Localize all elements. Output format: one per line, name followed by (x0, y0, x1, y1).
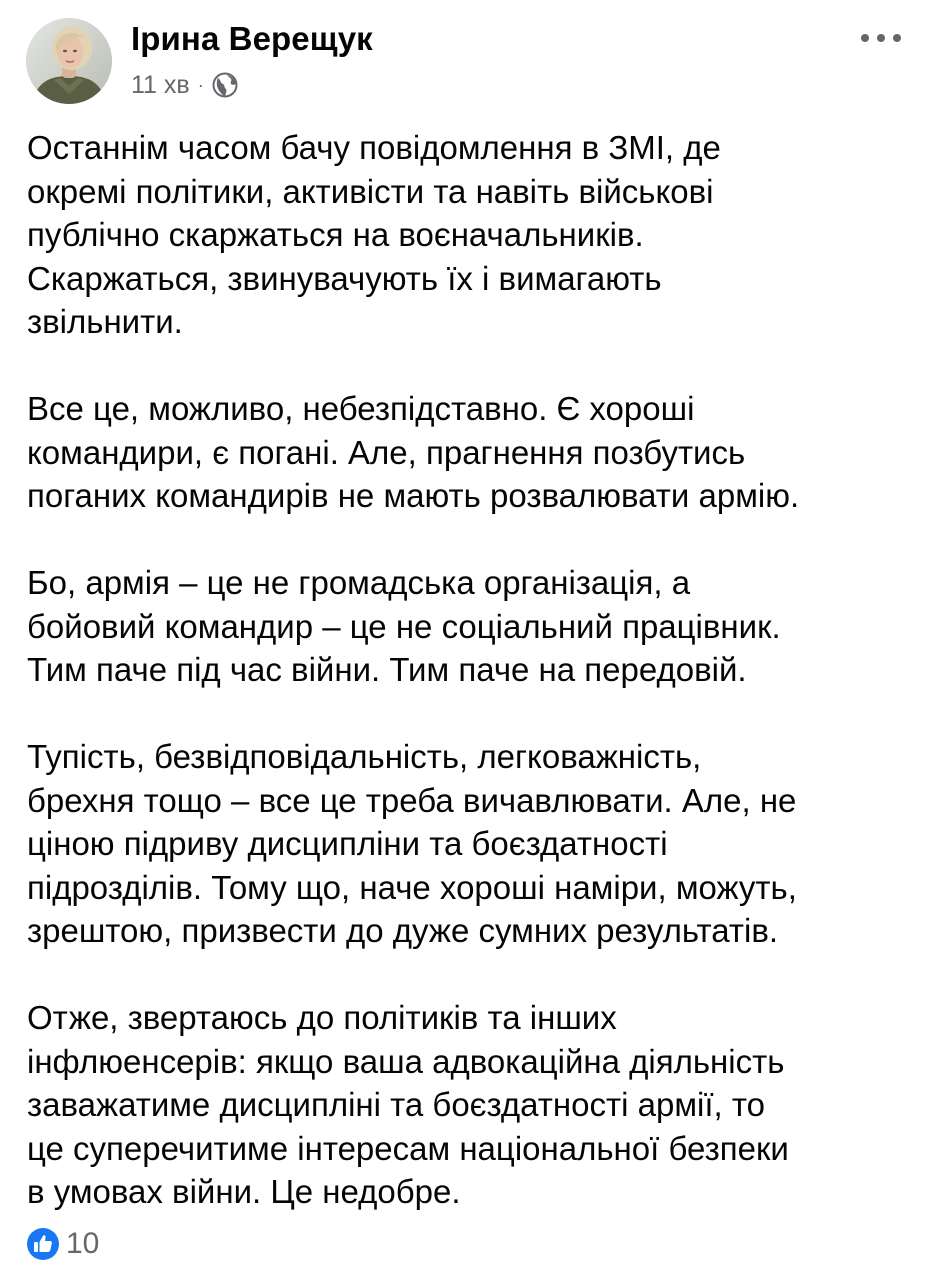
post-paragraph: Тупість, безвідповідальність, легковажність, брехня тощо – все це треба вичавлювати. Але, не ціною підриву дисципліни та боєздатності підрозділів. Тому що, наче хороші наміри, можуть, зрештою, призвести до дуже сумних результатів. (27, 738, 797, 949)
author-avatar[interactable] (26, 18, 112, 104)
post-meta (131, 70, 238, 100)
post-paragraph: Отже, звертаюсь до політиків та інших інфлюенсерів: якщо ваша адвокаційна діяльність заважатиме дисципліні та боєздатності армії, то це суперечитиме інтересам національної безпеки в умовах війни. Це недобре. (27, 999, 789, 1210)
post-paragraph: Останнім часом бачу повідомлення в ЗМІ, де окремі політики, активісти та навіть військові публічно скаржаться на воєначальників. Скаржаться, звинувачують їх і вимагають звільнити. (27, 129, 721, 340)
post-paragraph: Бо, армія – це не громадська організація, а бойовий командир – це не соціальний працівник. Тим паче під час війни. Тим паче на передовій. (27, 564, 781, 688)
more-dot (893, 34, 901, 42)
like-icon (26, 1227, 60, 1261)
meta-separator: · (197, 74, 204, 95)
reaction-count: 10 (66, 1227, 100, 1260)
more-dot (861, 34, 869, 42)
more-dot (877, 34, 885, 42)
post-paragraph: Все це, можливо, небезпідставно. Є хороші командири, є погані. Але, прагнення позбутись поганих командирів не мають розвалювати армію. (27, 390, 800, 514)
globe-icon (212, 72, 238, 98)
reactions-summary[interactable] (26, 1226, 99, 1262)
post-timestamp[interactable]: 11 хв (131, 70, 190, 99)
post-text (27, 126, 917, 1214)
profile-photo (26, 18, 112, 104)
author-name[interactable]: Ірина Верещук (131, 20, 373, 57)
more-options-icon[interactable] (861, 26, 901, 50)
